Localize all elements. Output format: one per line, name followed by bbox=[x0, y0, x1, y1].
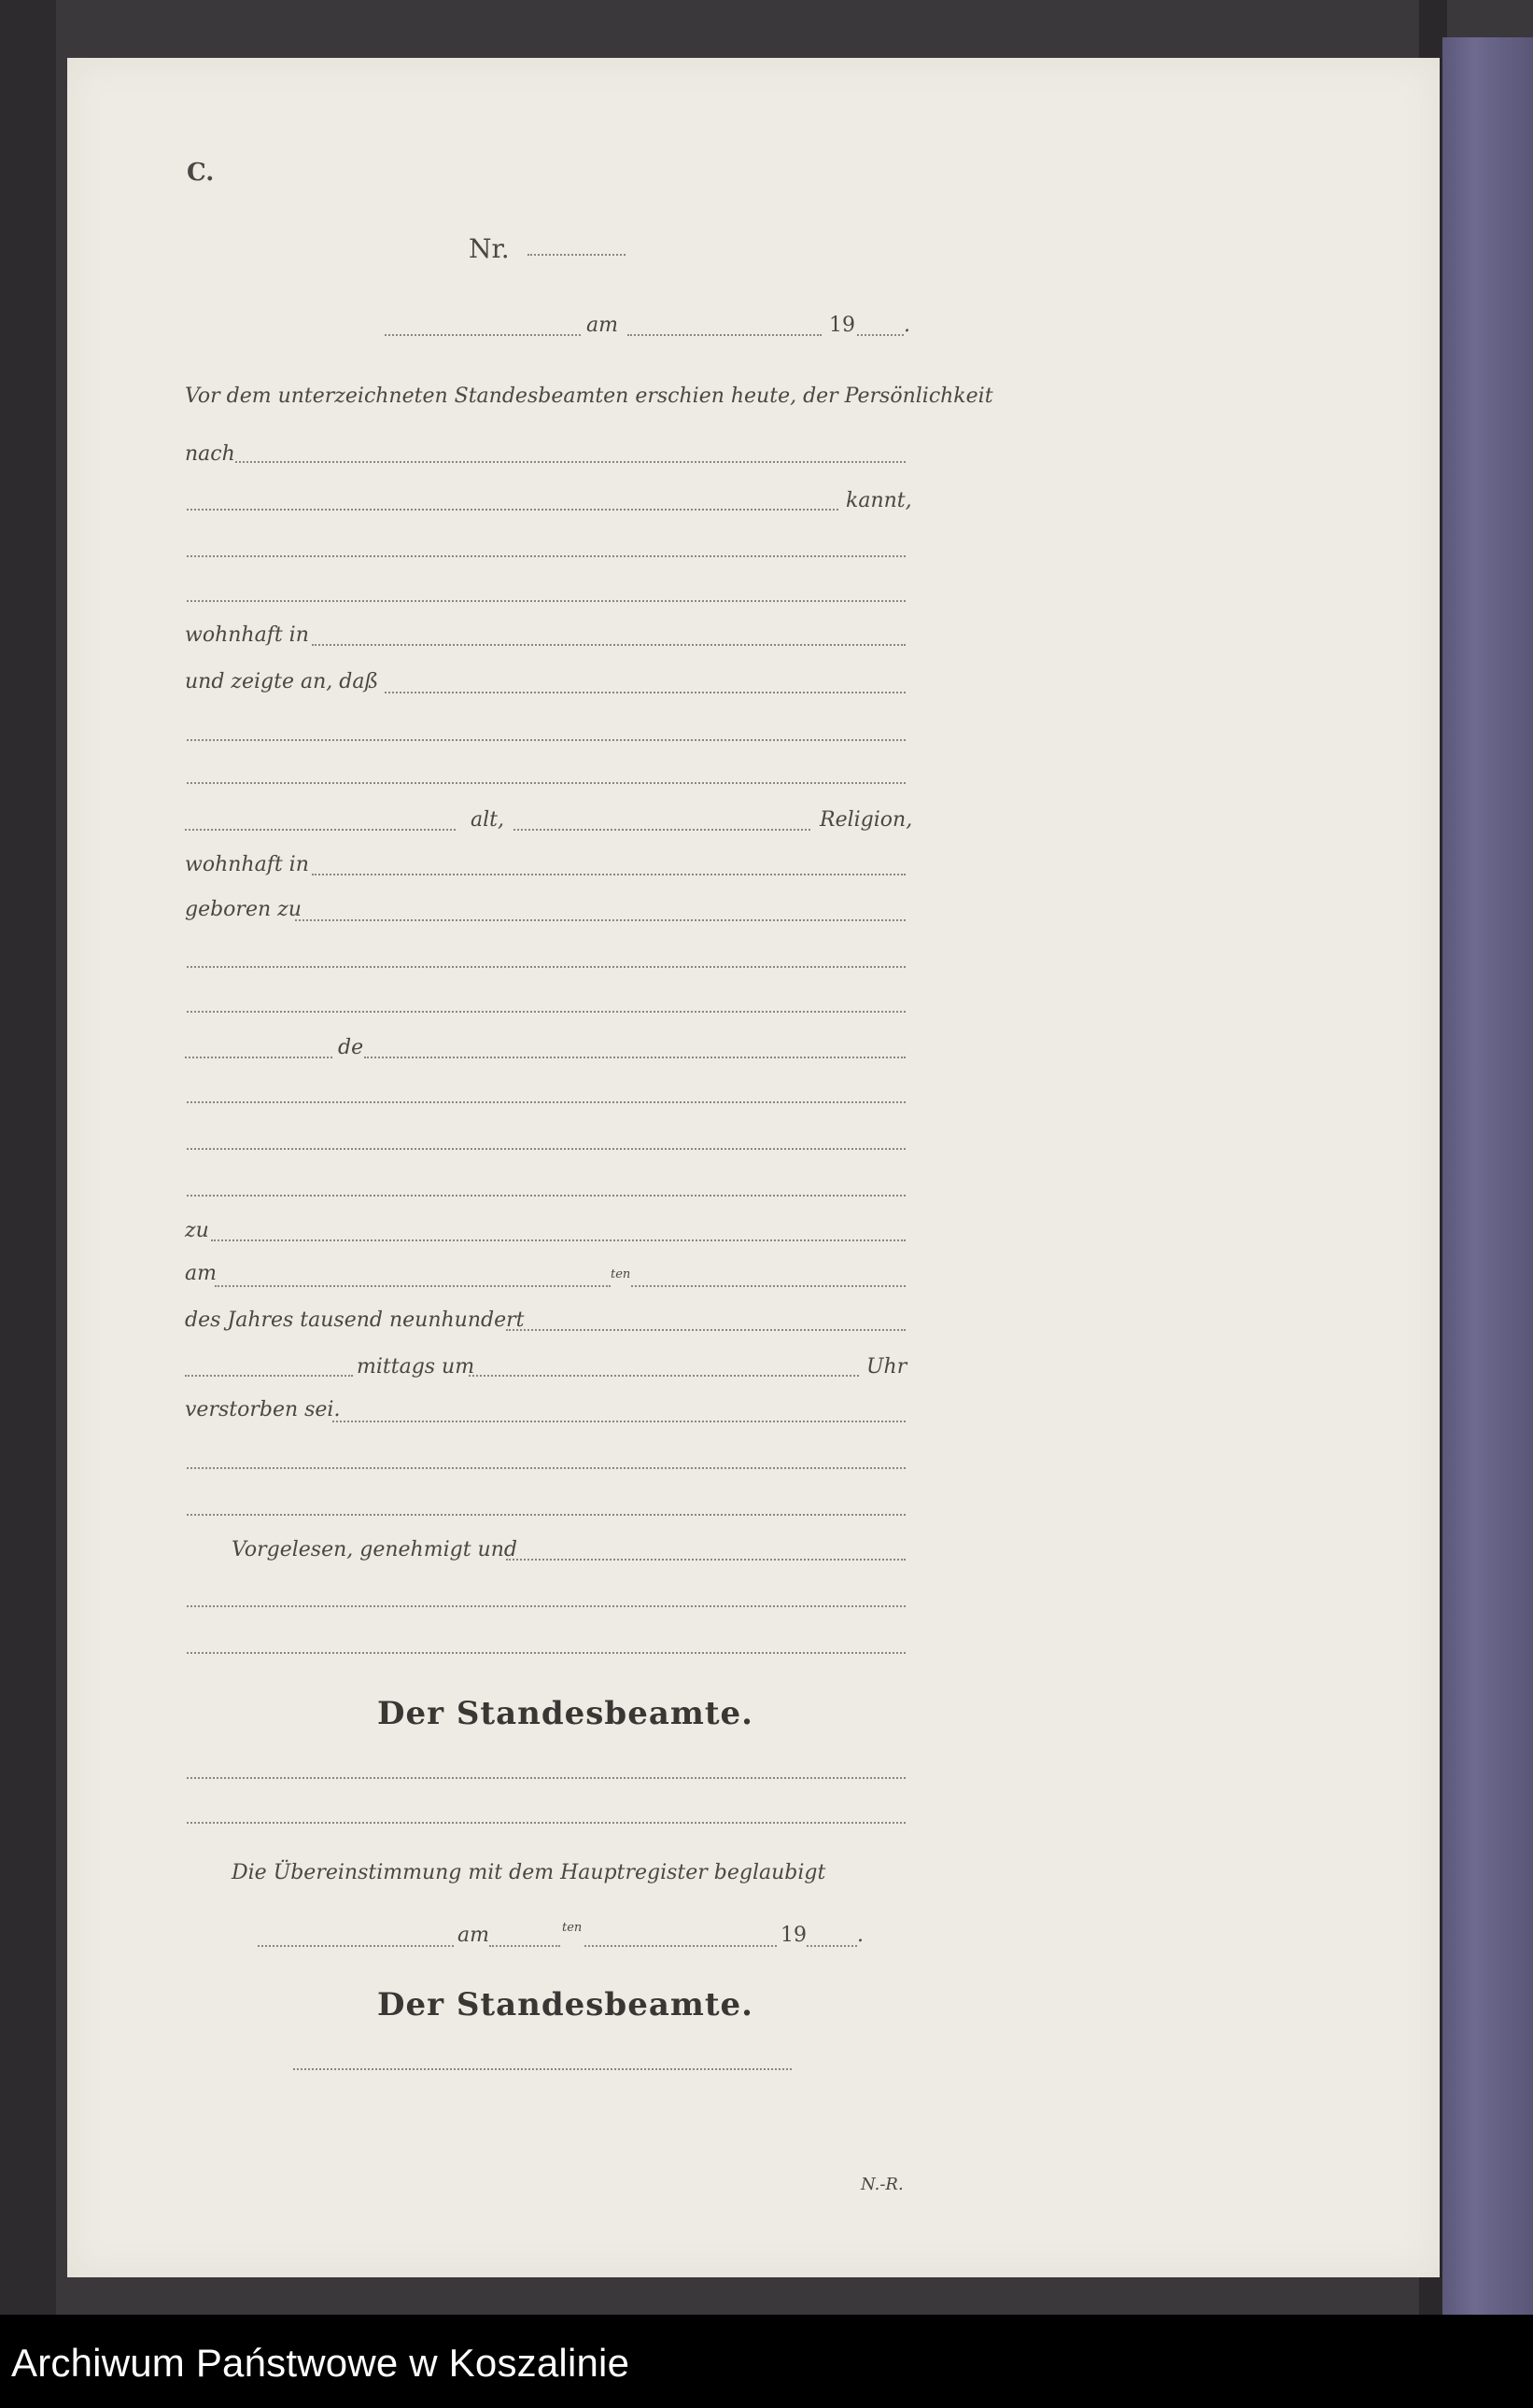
age-field[interactable] bbox=[185, 829, 456, 831]
uhrzeit-field[interactable] bbox=[469, 1375, 859, 1377]
line-9[interactable] bbox=[187, 1195, 906, 1197]
cert-place-field[interactable] bbox=[258, 1945, 454, 1947]
alt-label: alt, bbox=[471, 808, 504, 832]
archive-footer-text: Archiwum Państwowe w Koszalinie bbox=[11, 2341, 630, 2385]
am-label: am bbox=[586, 314, 618, 337]
zeigte-label: und zeigte an, daß bbox=[185, 670, 379, 693]
nach-label: nach bbox=[185, 442, 235, 466]
geboren-field[interactable] bbox=[295, 919, 906, 921]
year-field[interactable] bbox=[857, 334, 904, 336]
vorgelesen-label: Vorgelesen, genehmigt und bbox=[232, 1538, 517, 1561]
kannt-label: kannt, bbox=[846, 489, 912, 512]
period-2: . bbox=[857, 1924, 864, 1947]
signature-line-3[interactable] bbox=[293, 2068, 792, 2070]
tageszeit-field[interactable] bbox=[185, 1375, 353, 1377]
year-words-field[interactable] bbox=[506, 1329, 906, 1331]
zu-field[interactable] bbox=[211, 1239, 906, 1241]
line-12[interactable] bbox=[187, 1605, 906, 1607]
wohnhaft2-label: wohnhaft in bbox=[185, 853, 309, 876]
line-5[interactable] bbox=[187, 966, 906, 968]
scan-background-cloth bbox=[1442, 37, 1533, 2315]
date-field[interactable] bbox=[627, 334, 822, 336]
place-field[interactable] bbox=[385, 334, 581, 336]
line-3[interactable] bbox=[187, 739, 906, 741]
line-13[interactable] bbox=[187, 1652, 906, 1654]
mittags-label: mittags um bbox=[357, 1355, 475, 1379]
zu-label: zu bbox=[185, 1219, 209, 1242]
standesbeamte-heading-2: Der Standesbeamte. bbox=[377, 1986, 754, 2023]
signature-line-1[interactable] bbox=[187, 1777, 906, 1779]
form-letter: C. bbox=[187, 159, 215, 187]
year-prefix: 19 bbox=[829, 314, 855, 337]
line-6[interactable] bbox=[187, 1011, 906, 1013]
vorgelesen-field[interactable] bbox=[506, 1559, 906, 1561]
cert-year-field[interactable] bbox=[807, 1945, 857, 1947]
de-field[interactable] bbox=[364, 1057, 906, 1058]
wohnhaft-label: wohnhaft in bbox=[185, 623, 309, 647]
ten2-sup: ten bbox=[562, 1921, 583, 1935]
line-7[interactable] bbox=[187, 1101, 906, 1103]
nr-field[interactable] bbox=[527, 254, 626, 256]
de-prefix-field[interactable] bbox=[185, 1057, 332, 1058]
scan-left-edge bbox=[0, 0, 56, 2315]
religion-field[interactable] bbox=[513, 829, 810, 831]
zeigte-field[interactable] bbox=[385, 692, 906, 693]
standesbeamte-heading-1: Der Standesbeamte. bbox=[377, 1695, 754, 1732]
religion-label: Religion, bbox=[820, 808, 913, 832]
nach-field[interactable] bbox=[235, 461, 906, 463]
kannt-field[interactable] bbox=[187, 509, 838, 511]
uhr-label: Uhr bbox=[866, 1355, 907, 1379]
line-8[interactable] bbox=[187, 1148, 906, 1150]
nr-label: Nr. bbox=[469, 233, 510, 264]
period: . bbox=[904, 314, 910, 337]
wohnhaft2-field[interactable] bbox=[312, 874, 906, 875]
verstorben-field[interactable] bbox=[332, 1421, 906, 1422]
line-2[interactable] bbox=[187, 600, 906, 602]
line-4[interactable] bbox=[187, 782, 906, 784]
uebereinstimmung-text: Die Übereinstimmung mit dem Hauptregister beglaubigt bbox=[232, 1861, 826, 1884]
des-jahres-label: des Jahres tausend neunhundert bbox=[185, 1309, 525, 1332]
death-date-field[interactable] bbox=[215, 1285, 611, 1287]
am2-label: am bbox=[185, 1262, 217, 1285]
death-date-field-2[interactable] bbox=[631, 1285, 906, 1287]
line-10[interactable] bbox=[187, 1467, 906, 1469]
wohnhaft-field[interactable] bbox=[312, 644, 906, 646]
line-11[interactable] bbox=[187, 1514, 906, 1516]
year-prefix-2: 19 bbox=[781, 1924, 807, 1947]
intro-text: Vor dem unterzeichneten Standesbeamten erschien heute, der Persönlichkeit bbox=[185, 385, 993, 408]
line-1[interactable] bbox=[187, 555, 906, 557]
am3-label: am bbox=[457, 1924, 489, 1947]
form-code: N.-R. bbox=[861, 2175, 904, 2194]
verstorben-label: verstorben sei. bbox=[185, 1398, 341, 1421]
de-label: de bbox=[338, 1036, 364, 1059]
signature-line-2[interactable] bbox=[187, 1822, 906, 1824]
geboren-label: geboren zu bbox=[185, 898, 302, 921]
cert-month-field[interactable] bbox=[584, 1945, 777, 1947]
ten-sup: ten bbox=[611, 1267, 631, 1281]
cert-date-field[interactable] bbox=[489, 1945, 560, 1947]
